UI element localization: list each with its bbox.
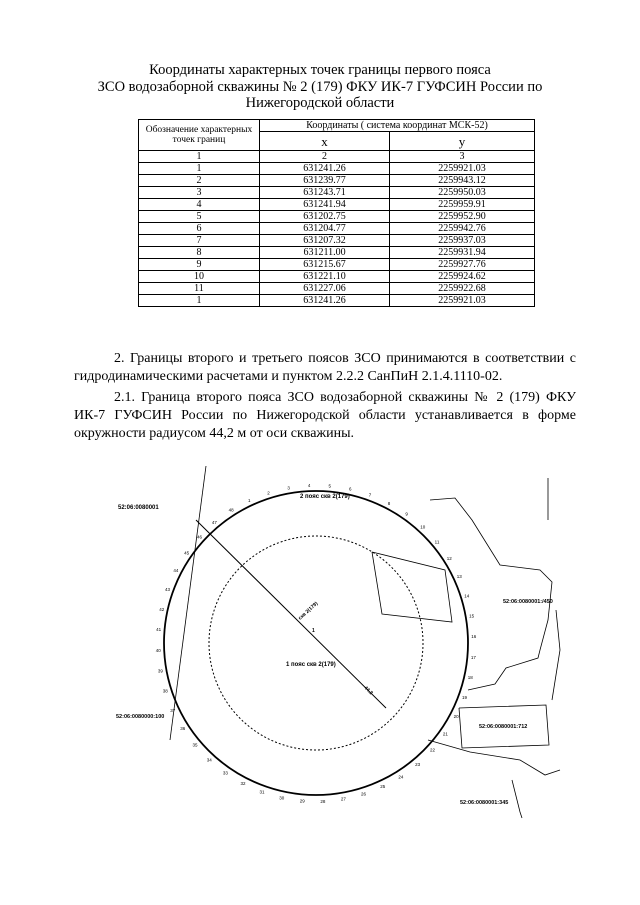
- circle-point-label: 45: [184, 550, 190, 556]
- circle-point-label: 7: [368, 492, 372, 498]
- circle-point-label: 47: [211, 520, 217, 525]
- cell-x: 631204.77: [260, 223, 390, 235]
- cell-x: 631221.10: [260, 271, 390, 283]
- circle-point-label: 6: [348, 486, 352, 492]
- cell-y: 2259921.03: [390, 163, 535, 175]
- cell-y: 2259959.91: [390, 199, 535, 211]
- circle-point-label: 24: [398, 774, 404, 780]
- center-mark: 1: [312, 628, 315, 634]
- circle-point-label: 26: [360, 791, 367, 797]
- header-x: x: [260, 132, 390, 151]
- cell-y: 2259942.76: [390, 223, 535, 235]
- cell-y: 2259952.90: [390, 211, 535, 223]
- cell-n: 2: [139, 175, 260, 187]
- col-num-3: 3: [390, 151, 535, 163]
- circle-point-label: 15: [469, 613, 475, 619]
- parcel-label-left: 52:06:0080000:100: [116, 714, 165, 720]
- circle-point-label: 31: [259, 789, 265, 795]
- circle-point-label: 3: [287, 485, 290, 491]
- cell-n: 3: [139, 187, 260, 199]
- circle-point-label: 48: [228, 507, 234, 513]
- col-num-1: 1: [139, 151, 260, 163]
- parcel-label-bottom-right: 52:06:0080001:345: [460, 800, 509, 806]
- circle-point-label: 33: [222, 770, 228, 776]
- circle-point-label: 14: [464, 593, 470, 599]
- cell-n: 8: [139, 247, 260, 259]
- cell-y: 2259943.12: [390, 175, 535, 187]
- cell-n: 9: [139, 259, 260, 271]
- parcel-label-right-mid: 52:06:0080001:/450: [503, 599, 553, 605]
- cell-n: 11: [139, 283, 260, 295]
- circle-point-label: 38: [162, 688, 168, 694]
- circle-point-label: 32: [240, 781, 246, 787]
- cell-y: 2259950.03: [390, 187, 535, 199]
- circle-point-label: 18: [467, 675, 473, 681]
- cell-x: 631215.67: [260, 259, 390, 271]
- well-label: скв 2(179): [297, 600, 320, 622]
- zone2-label: 2 пояс скв 2(179): [300, 494, 350, 500]
- title-line-3: Нижегородской области: [245, 95, 395, 111]
- circle-point-label: 41: [156, 627, 162, 633]
- radius-line: [196, 520, 386, 708]
- title-line-1: Координаты характерных точек границы первого пояса: [149, 62, 491, 78]
- cell-n: 7: [139, 235, 260, 247]
- circle-point-label: 12: [446, 556, 452, 562]
- circle-point-label: 30: [279, 795, 285, 801]
- cell-x: 631239.77: [260, 175, 390, 187]
- cell-n: 4: [139, 199, 260, 211]
- cell-x: 631243.71: [260, 187, 390, 199]
- circle-point-label: 20: [453, 714, 459, 719]
- title-line-2: ЗСО водозаборной скважины № 2 (179) ФКУ ИК-7 ГУФСИН России по: [97, 78, 543, 95]
- cell-y: 2259927.76: [390, 259, 535, 271]
- circle-point-label: 16: [471, 634, 477, 640]
- cell-y: 2259922.68: [390, 283, 535, 295]
- cell-n: 6: [139, 223, 260, 235]
- zone1-label: 1 пояс скв 2(179): [286, 662, 336, 668]
- cell-x: 631202.75: [260, 211, 390, 223]
- circle-point-label: 9: [405, 511, 408, 517]
- circle-point-label: 25: [380, 784, 386, 790]
- circle-point-label: 19: [461, 695, 468, 700]
- cell-x: 631241.26: [260, 295, 390, 307]
- cell-n: 5: [139, 211, 260, 223]
- circle-point-label: 35: [192, 742, 198, 748]
- circle-point-label: 1: [247, 497, 251, 503]
- circle-point-label: 17: [470, 654, 476, 660]
- circle-point-label: 5: [328, 483, 332, 489]
- circle-point-label: 46: [196, 534, 203, 540]
- cell-x: 631211.00: [260, 247, 390, 259]
- circle-point-label: 10: [420, 524, 426, 530]
- circle-point-label: 28: [320, 798, 326, 804]
- header-y: y: [390, 132, 535, 151]
- circle-point-label: 36: [180, 725, 186, 731]
- cell-y: 2259931.94: [390, 247, 535, 259]
- parcel-label-top-left: 52:06:0080001: [118, 505, 159, 511]
- radius-label: 44.2: [362, 685, 374, 697]
- cell-y: 2259924.62: [390, 271, 535, 283]
- cell-x: 631207.32: [260, 235, 390, 247]
- cell-y: 2259921.03: [390, 295, 535, 307]
- paragraph-2-1: 2.1. Граница второго пояса ЗСО водозаборной скважины № 2 (179) ФКУ ИК-7 ГУФСИН России по Нижегородской области устанавливается в форме окружности радиусом 44,2 м от оси скважины.: [74, 390, 576, 441]
- header-point: Обозначение характерных точек границ: [139, 120, 260, 151]
- cell-x: 631227.06: [260, 283, 390, 295]
- header-coords: Координаты ( система координат МСК-52): [260, 120, 535, 132]
- circle-point-label: 2: [267, 490, 270, 496]
- col-num-2: 2: [260, 151, 390, 163]
- parcel-label-right-low: 52:06:0080001:712: [479, 724, 528, 730]
- circle-point-label: 22: [429, 747, 436, 753]
- circle-point-labels: [156, 483, 477, 804]
- circle-point-label: 40: [155, 647, 161, 653]
- cell-n: 1: [139, 163, 260, 175]
- circle-point-label: 21: [442, 731, 448, 737]
- circle-point-label: 44: [173, 568, 179, 573]
- cell-n: 10: [139, 271, 260, 283]
- cell-x: 631241.94: [260, 199, 390, 211]
- circle-point-label: 13: [456, 574, 462, 580]
- circle-point-label: 4: [307, 483, 311, 489]
- circle-point-label: 29: [299, 798, 305, 804]
- circle-point-label: 42: [159, 606, 165, 612]
- circle-point-label: 23: [415, 762, 421, 767]
- circle-point-label: 27: [340, 796, 346, 802]
- circle-point-label: 8: [387, 500, 391, 506]
- circle-point-label: 11: [434, 539, 440, 545]
- zone1-circle: [209, 536, 423, 750]
- cell-x: 631241.26: [260, 163, 390, 175]
- paragraph-2: 2. Границы второго и третьего поясов ЗСО принимаются в соответствии с гидродинамическими расчетами и пунктом 2.2.2 СанПиН 2.1.4.1110-02.: [74, 351, 576, 384]
- circle-point-label: 43: [164, 587, 171, 592]
- circle-point-label: 37: [170, 707, 176, 713]
- zone2-circle: [164, 491, 468, 795]
- circle-point-label: 34: [206, 757, 212, 763]
- cell-n: 1: [139, 295, 260, 307]
- cell-y: 2259937.03: [390, 235, 535, 247]
- circle-point-label: 39: [157, 668, 163, 674]
